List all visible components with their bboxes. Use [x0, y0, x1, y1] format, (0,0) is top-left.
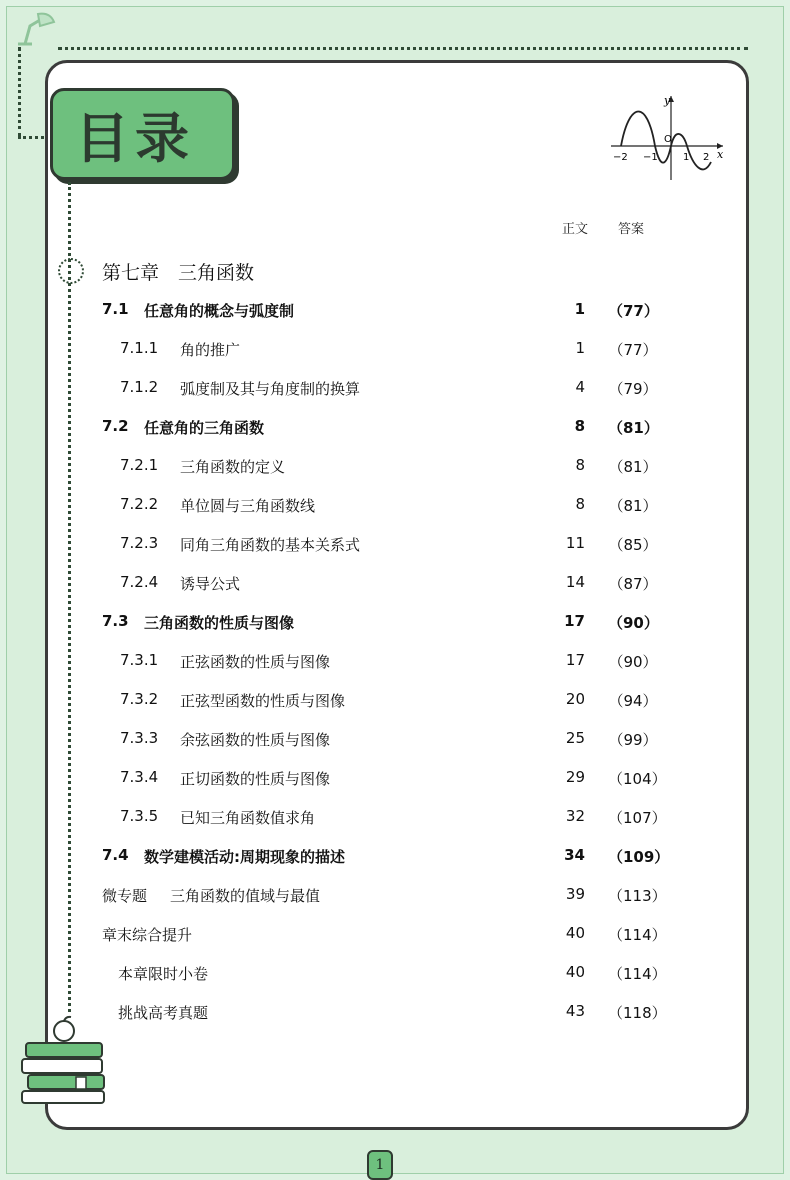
toc-num: 7.2 [102, 417, 129, 435]
toc-page: 1 [574, 300, 585, 318]
top-dotted-line [58, 47, 748, 50]
toc-title: 余弦函数的性质与图像 [180, 731, 331, 749]
graph-tick: −2 [613, 152, 628, 163]
toc-page: 8 [575, 495, 585, 513]
toc-answer: （90） [608, 614, 659, 632]
chapter-marker-icon [58, 258, 84, 284]
toc-answer: （94） [608, 692, 658, 710]
toc-title: 挑战高考真题 [118, 1004, 209, 1022]
toc-page: 40 [565, 924, 585, 942]
toc-row[interactable] [0, 690, 790, 716]
toc-answer: （118） [608, 1004, 667, 1022]
toc-row[interactable] [0, 807, 790, 833]
toc-row[interactable] [0, 924, 790, 950]
toc-page: 11 [565, 534, 585, 552]
toc-num: 7.4 [102, 846, 129, 864]
toc-row[interactable] [0, 300, 790, 326]
desk-lamp-icon [10, 8, 60, 48]
toc-answer: （109） [608, 848, 670, 866]
left-dotted-line-upper [18, 47, 21, 137]
toc-row[interactable] [0, 846, 790, 872]
toc-title: 数学建模活动:周期现象的描述 [144, 848, 345, 866]
toc-row[interactable] [0, 963, 790, 989]
toc-answer: （114） [608, 926, 667, 944]
toc-row[interactable] [0, 612, 790, 638]
toc-row[interactable] [0, 456, 790, 482]
toc-page: 34 [564, 846, 585, 864]
toc-title: 单位圆与三角函数线 [180, 497, 316, 515]
toc-num: 7.3.4 [120, 768, 159, 786]
toc-row[interactable] [0, 768, 790, 794]
header-main: 正文 [562, 222, 589, 237]
toc-page: 29 [565, 768, 585, 786]
graph-tick: O [664, 134, 672, 145]
toc-row[interactable] [0, 729, 790, 755]
graph-x-label: x [717, 148, 724, 161]
toc-row[interactable] [0, 417, 790, 443]
graph-y-label: y [664, 94, 671, 107]
graph-tick: 1 [683, 152, 690, 163]
toc-page: 8 [574, 417, 585, 435]
toc-num: 7.2.1 [120, 456, 159, 474]
toc-num: 7.2.2 [120, 495, 159, 513]
toc-answer: （79） [608, 380, 658, 398]
toc-title: 任意角的三角函数 [144, 419, 265, 437]
toc-page: 14 [565, 573, 585, 591]
toc-row[interactable] [0, 1002, 790, 1028]
toc-row[interactable] [0, 378, 790, 404]
toc-page: 1 [575, 339, 585, 357]
toc-title: 已知三角函数值求角 [180, 809, 316, 827]
toc-title: 正弦型函数的性质与图像 [180, 692, 346, 710]
toc-answer: （81） [608, 458, 658, 476]
toc-answer: （107） [608, 809, 667, 827]
toc-row[interactable] [0, 339, 790, 365]
toc-title: 同角三角函数的基本关系式 [180, 536, 361, 554]
toc-answer: （87） [608, 575, 658, 593]
toc-title: 本章限时小卷 [118, 965, 209, 983]
toc-num: 7.3.3 [120, 729, 159, 747]
toc-num: 7.1.1 [120, 339, 159, 357]
toc-page: 20 [565, 690, 585, 708]
toc-page: 17 [564, 612, 585, 630]
toc-title: 三角函数的值域与最值 [170, 887, 321, 905]
toc-page: 43 [565, 1002, 585, 1020]
toc-num: 7.3.2 [120, 690, 159, 708]
toc-row[interactable] [0, 651, 790, 677]
toc-answer: （81） [608, 419, 659, 437]
books-apple-icon [18, 1015, 110, 1105]
toc-title: 章末综合提升 [102, 926, 193, 944]
toc-answer: （99） [608, 731, 658, 749]
toc-answer: （81） [608, 497, 658, 515]
toc-num: 微专题 [102, 887, 148, 905]
toc-answer: （90） [608, 653, 658, 671]
chapter-title: 第七章 三角函数 [102, 262, 255, 284]
toc-title: 正弦函数的性质与图像 [180, 653, 331, 671]
graph-tick: 2 [703, 152, 710, 163]
toc-num: 7.3 [102, 612, 129, 630]
toc-row[interactable] [0, 885, 790, 911]
toc-page: 8 [575, 456, 585, 474]
toc-page: 32 [565, 807, 585, 825]
toc-num: 7.2.4 [120, 573, 159, 591]
toc-num: 7.3.1 [120, 651, 159, 669]
toc-page: 40 [565, 963, 585, 981]
toc-title: 三角函数的性质与图像 [144, 614, 295, 632]
title-box [50, 88, 235, 180]
toc-title: 诱导公式 [180, 575, 241, 593]
toc-num: 7.1.2 [120, 378, 159, 396]
toc-answer: （85） [608, 536, 658, 554]
page-title: 目录 [75, 106, 195, 170]
toc-num: 7.1 [102, 300, 129, 318]
toc-title: 角的推广 [180, 341, 241, 359]
toc-page: 39 [565, 885, 585, 903]
toc-answer: （113） [608, 887, 667, 905]
toc-page: 25 [565, 729, 585, 747]
toc-title: 三角函数的定义 [180, 458, 286, 476]
toc-page: 4 [575, 378, 585, 396]
header-answer: 答案 [618, 222, 645, 237]
toc-answer: （77） [608, 341, 658, 359]
toc-page: 17 [565, 651, 585, 669]
toc-title: 弧度制及其与角度制的换算 [180, 380, 361, 398]
toc-num: 7.3.5 [120, 807, 159, 825]
toc-row[interactable] [0, 534, 790, 560]
toc-answer: （114） [608, 965, 667, 983]
graph-tick: −1 [643, 152, 658, 163]
toc-row[interactable] [0, 495, 790, 521]
toc-row[interactable] [0, 573, 790, 599]
page-number: 1 [367, 1150, 393, 1180]
toc-title: 任意角的概念与弧度制 [144, 302, 295, 320]
toc-num: 7.2.3 [120, 534, 159, 552]
toc-answer: （104） [608, 770, 667, 788]
toc-title: 正切函数的性质与图像 [180, 770, 331, 788]
toc-answer: （77） [608, 302, 659, 320]
sine-graph [607, 92, 727, 182]
